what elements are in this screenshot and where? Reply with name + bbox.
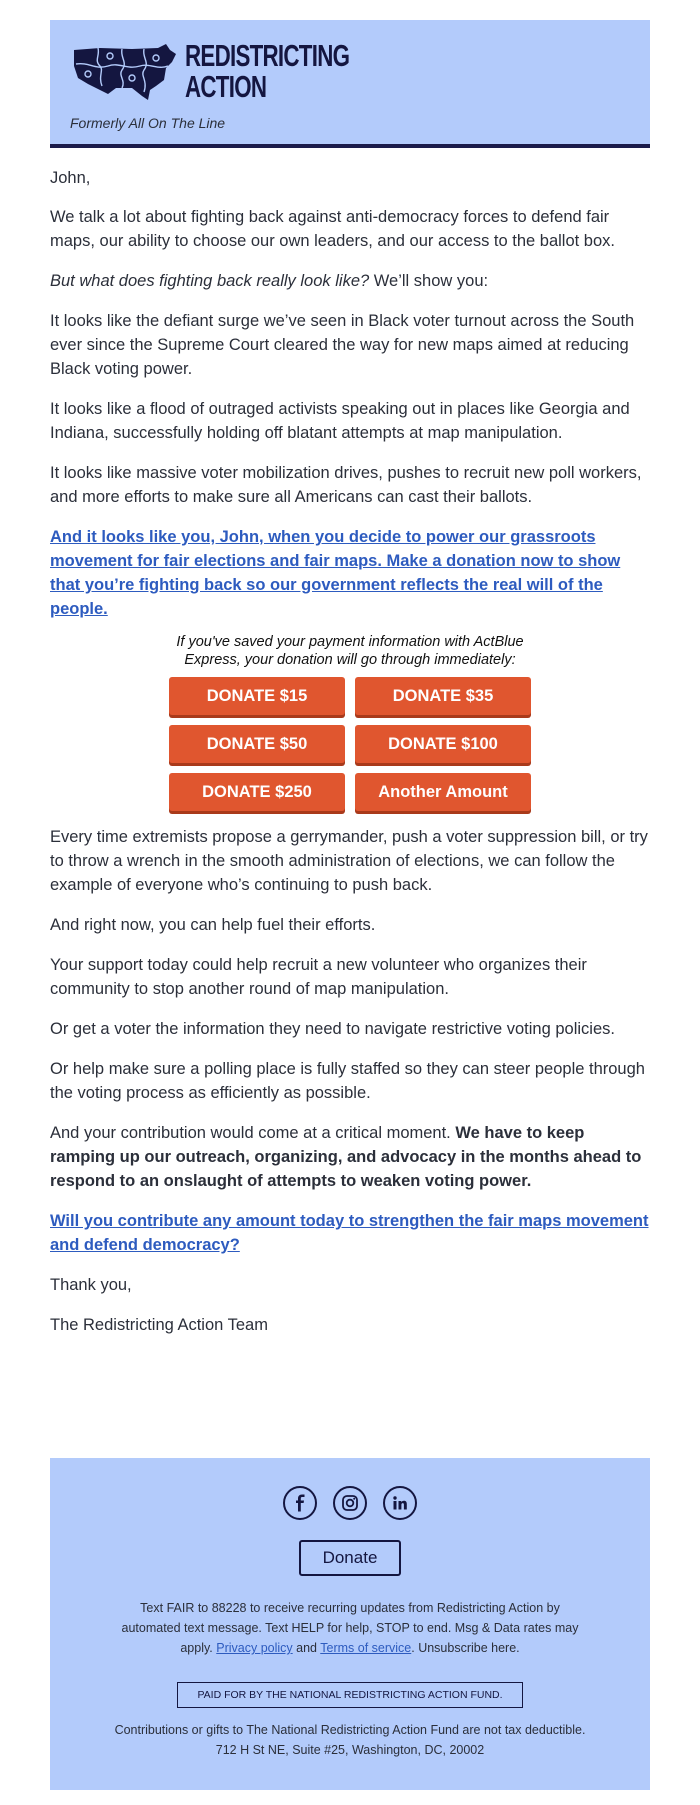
footer-donate-button[interactable]: Donate bbox=[299, 1540, 401, 1576]
paragraph-11 bbox=[50, 1121, 650, 1193]
privacy-policy-link[interactable]: Privacy policy bbox=[216, 1641, 293, 1655]
us-map-puzzle-logo bbox=[70, 40, 180, 104]
paragraph-8: Your support today could help recruit a new volunteer who organizes their community to stop another round of map manipulation. bbox=[50, 956, 587, 998]
paid-for-box: PAID FOR BY THE NATIONAL REDISTRICTING ACTION FUND. bbox=[177, 1682, 523, 1708]
email-footer bbox=[50, 1458, 650, 1790]
brand-wordmark bbox=[185, 40, 349, 102]
paragraph-7: And right now, you can help fuel their efforts. bbox=[50, 916, 376, 934]
tax-disclaimer: Contributions or gifts to The National Redistricting Action Fund are not tax deductible. bbox=[114, 1723, 586, 1737]
brand-name-line1: REDISTRICTING bbox=[185, 38, 350, 73]
sms-disclaimer bbox=[120, 1598, 580, 1658]
actblue-express-note: If you've saved your payment information with ActBlue Express, your donation will go through immediately: bbox=[176, 634, 524, 668]
paragraph-2 bbox=[50, 269, 650, 293]
signoff: Thank you, bbox=[50, 1276, 132, 1294]
donate-250-button[interactable]: DONATE $250 bbox=[169, 773, 345, 811]
contribute-link[interactable]: Will you contribute any amount today to strengthen the fair maps movement and defend democracy? bbox=[50, 1212, 649, 1254]
paragraph-2-rest: We’ll show you: bbox=[369, 272, 489, 290]
donate-100-button[interactable]: DONATE $100 bbox=[355, 725, 531, 763]
email-header bbox=[50, 20, 650, 148]
donate-50-button[interactable]: DONATE $50 bbox=[169, 725, 345, 763]
brand-name-line2: ACTION bbox=[185, 69, 267, 104]
donate-15-button[interactable]: DONATE $15 bbox=[169, 677, 345, 715]
donate-link[interactable]: And it looks like you, John, when you decide to power our grassroots movement for fair elections and fair maps. Make a donation now to show that you’re fighting back so our government reflects the real will of the people. bbox=[50, 528, 621, 618]
paragraph-10: Or help make sure a polling place is fully staffed so they can steer people through the voting process as efficiently as possible. bbox=[50, 1060, 645, 1102]
unsubscribe-text[interactable]: . Unsubscribe here. bbox=[411, 1641, 520, 1655]
paragraph-4: It looks like a flood of outraged activists speaking out in places like Georgia and Indiana, successfully holding off blatant attempts at map manipulation. bbox=[50, 400, 630, 442]
donate-section bbox=[50, 633, 650, 811]
email-body bbox=[50, 166, 650, 1353]
donate-35-button[interactable]: DONATE $35 bbox=[355, 677, 531, 715]
paragraph-1: We talk a lot about fighting back against anti-democracy forces to defend fair maps, our ability to choose our own leaders, and our access to the ballot box. bbox=[50, 208, 615, 250]
brand-tagline: Formerly All On The Line bbox=[70, 115, 226, 131]
paragraph-11-plain: And your contribution would come at a critical moment. bbox=[50, 1124, 456, 1142]
paragraph-3: It looks like the defiant surge we’ve seen in Black voter turnout across the South ever since the Supreme Court cleared the way for new maps aimed at reducing Black voting power. bbox=[50, 312, 635, 378]
sms-line: Text FAIR to 88228 to receive recurring updates from Redistricting Action by automated text message. Text HELP for help, STOP to end. Msg & Data rates may apply. bbox=[121, 1601, 579, 1655]
greeting: John, bbox=[50, 169, 91, 187]
paragraph-link-contribute bbox=[50, 1209, 650, 1257]
mailing-address: 712 H St NE, Suite #25, Washington, DC, 20002 bbox=[215, 1743, 485, 1757]
paragraph-9: Or get a voter the information they need to navigate restrictive voting policies. bbox=[50, 1020, 615, 1038]
and-text: and bbox=[292, 1641, 321, 1655]
donate-button-grid bbox=[50, 677, 650, 811]
signature: The Redistricting Action Team bbox=[50, 1316, 268, 1334]
paragraph-6: Every time extremists propose a gerrymander, push a voter suppression bill, or try to throw a wrench in the smooth administration of elections, we can follow the example of everyone who’s continuing to push back. bbox=[50, 828, 648, 894]
paragraph-11-bold: We have to keep ramping up our outreach, organizing, and advocacy in the months ahead to respond to an onslaught of attempts to weaken voting power. bbox=[50, 1124, 642, 1190]
terms-of-service-link[interactable]: Terms of service bbox=[320, 1641, 412, 1655]
instagram-icon[interactable] bbox=[333, 1486, 367, 1520]
donate-another-amount-button[interactable]: Another Amount bbox=[355, 773, 531, 811]
social-links bbox=[50, 1486, 650, 1520]
linkedin-icon[interactable] bbox=[383, 1486, 417, 1520]
facebook-icon[interactable] bbox=[283, 1486, 317, 1520]
paragraph-5: It looks like massive voter mobilization drives, pushes to recruit new poll workers, and more efforts to make sure all Americans can cast their ballots. bbox=[50, 464, 642, 506]
paragraph-link-donate bbox=[50, 525, 650, 621]
legal-text bbox=[70, 1720, 630, 1760]
paragraph-2-italic: But what does fighting back really look like? bbox=[50, 272, 370, 290]
